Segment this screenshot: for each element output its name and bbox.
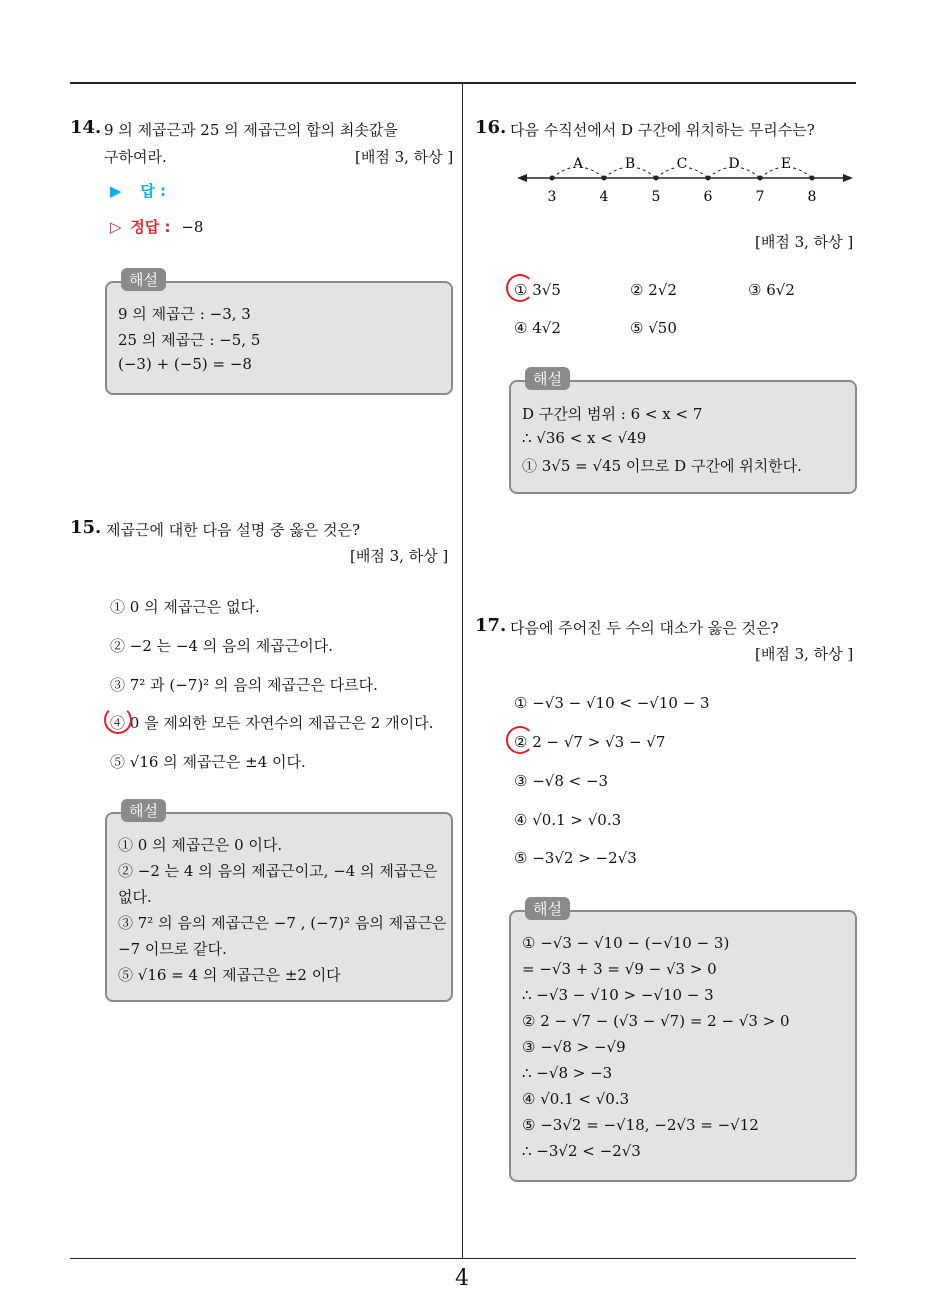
explanation-line: ⑤ −3√2 = −√18, −2√3 = −√12: [522, 1116, 759, 1134]
option-2[interactable]: ② −2 는 −4 의 음의 제곱근이다.: [110, 637, 334, 655]
option-4[interactable]: ④ 4√2: [514, 319, 561, 337]
tick-label: 8: [807, 189, 817, 205]
explanation-line: 없다.: [118, 888, 152, 906]
tick-label: 7: [755, 189, 765, 205]
explanation-line: ③ 7² 의 음의 제곱근은 −7 , (−7)² 음의 제곱근은: [118, 914, 447, 932]
question-text-2: 구하여라.: [104, 148, 167, 166]
score-label: [배점 3, 하상 ]: [755, 645, 854, 663]
option-5[interactable]: ⑤ √16 의 제곱근은 ±4 이다.: [110, 753, 306, 771]
option-5[interactable]: ⑤ −3√2 > −2√3: [514, 849, 637, 867]
play-icon: ▶: [110, 182, 122, 200]
triangle-outline-icon: ▷: [110, 218, 122, 236]
explanation-line: ① 0 의 제곱근은 0 이다.: [118, 836, 283, 854]
explanation-line: 25 의 제곱근 : −5, 5: [118, 331, 261, 349]
question-text: 9 의 제곱근과 25 의 제곱근의 합의 최솟값을: [104, 121, 398, 139]
option-5[interactable]: ⑤ √50: [630, 319, 677, 337]
explanation-line: 9 의 제곱근 : −3, 3: [118, 305, 251, 323]
explanation-line: ⑤ √16 = 4 의 제곱근은 ±2 이다: [118, 966, 341, 984]
option-1[interactable]: ① −√3 − √10 < −√10 − 3: [514, 694, 710, 712]
explanation-tag: 해설: [121, 799, 166, 822]
explanation-line: ④ √0.1 < √0.3: [522, 1090, 630, 1108]
explanation-line: −7 이므로 같다.: [118, 940, 227, 958]
tick-label: 3: [547, 189, 557, 205]
explanation-tag: 해설: [525, 897, 570, 920]
option-2[interactable]: ② 2 − √7 > √3 − √7: [514, 733, 666, 751]
question-text: 다음에 주어진 두 수의 대소가 옳은 것은?: [510, 619, 779, 637]
question-text: 다음 수직선에서 D 구간에 위치하는 무리수는?: [510, 121, 815, 139]
arrow-left-icon: [517, 174, 527, 182]
question-number: 14.: [70, 117, 102, 138]
option-3[interactable]: ③ 7² 과 (−7)² 의 음의 제곱근은 다르다.: [110, 676, 378, 694]
arrow-right-icon: [843, 174, 853, 182]
question-number: 16.: [475, 117, 507, 138]
question-number: 15.: [70, 517, 102, 538]
explanation-line: ∴ −√8 > −3: [522, 1064, 613, 1082]
explanation-tag: 해설: [121, 268, 166, 291]
explanation-line: ① 3√5 = √45 이므로 D 구간에 위치한다.: [522, 457, 802, 475]
explanation-line: (−3) + (−5) = −8: [118, 355, 252, 373]
tick-label: 6: [703, 189, 713, 205]
answer-row: [110, 180, 166, 201]
correct-answer-label: 정답 :: [130, 218, 171, 236]
explanation-line: ② 2 − √7 − (√3 − √7) = 2 − √3 > 0: [522, 1012, 790, 1030]
explanation-line: ③ −√8 > −√9: [522, 1038, 626, 1056]
score-label: [배점 3, 하상 ]: [355, 148, 454, 166]
explanation-line: = −√3 + 3 = √9 − √3 > 0: [522, 960, 717, 978]
option-2[interactable]: ② 2√2: [630, 281, 677, 299]
column-divider: [462, 84, 463, 1259]
correct-answer-row: [110, 216, 203, 237]
explanation-line: D 구간의 범위 : 6 < x < 7: [522, 405, 703, 423]
segment-label: E: [780, 156, 792, 172]
option-1[interactable]: ① 3√5: [514, 281, 561, 299]
answer-circle-mark: [506, 726, 534, 754]
explanation-line: ② −2 는 4 의 음의 제곱근이고, −4 의 제곱근은: [118, 862, 438, 880]
number-line: [515, 150, 875, 210]
score-label: [배점 3, 하상 ]: [755, 233, 854, 251]
explanation-tag: 해설: [525, 367, 570, 390]
answer-label: 답 :: [140, 182, 167, 200]
segment-label: B: [624, 156, 636, 172]
top-rule: [70, 82, 856, 84]
question-number: 17.: [475, 615, 507, 636]
tick-label: 5: [651, 189, 661, 205]
segment-label: C: [676, 156, 688, 172]
bottom-rule: [70, 1258, 856, 1259]
question-text: 제곱근에 대한 다음 설명 중 옳은 것은?: [106, 521, 361, 539]
score-label: [배점 3, 하상 ]: [350, 547, 449, 565]
explanation-line: ① −√3 − √10 − (−√10 − 3): [522, 934, 730, 952]
segment-label: A: [572, 156, 584, 172]
answer-circle-mark: [506, 274, 534, 302]
correct-answer-value: −8: [181, 218, 204, 236]
explanation-line: ∴ √36 < x < √49: [522, 429, 647, 447]
tick-label: 4: [599, 189, 609, 205]
explanation-line: ∴ −√3 − √10 > −√10 − 3: [522, 986, 714, 1004]
option-4[interactable]: ④ √0.1 > √0.3: [514, 811, 622, 829]
answer-circle-mark: [104, 706, 132, 734]
option-3[interactable]: ③ −√8 < −3: [514, 772, 609, 790]
explanation-line: ∴ −3√2 < −2√3: [522, 1142, 641, 1160]
option-4[interactable]: ④ 0 을 제외한 모든 자연수의 제곱근은 2 개이다.: [110, 714, 434, 732]
segment-label: D: [728, 156, 740, 172]
option-1[interactable]: ① 0 의 제곱근은 없다.: [110, 598, 260, 616]
option-3[interactable]: ③ 6√2: [748, 281, 795, 299]
page-number: 4: [455, 1266, 469, 1291]
